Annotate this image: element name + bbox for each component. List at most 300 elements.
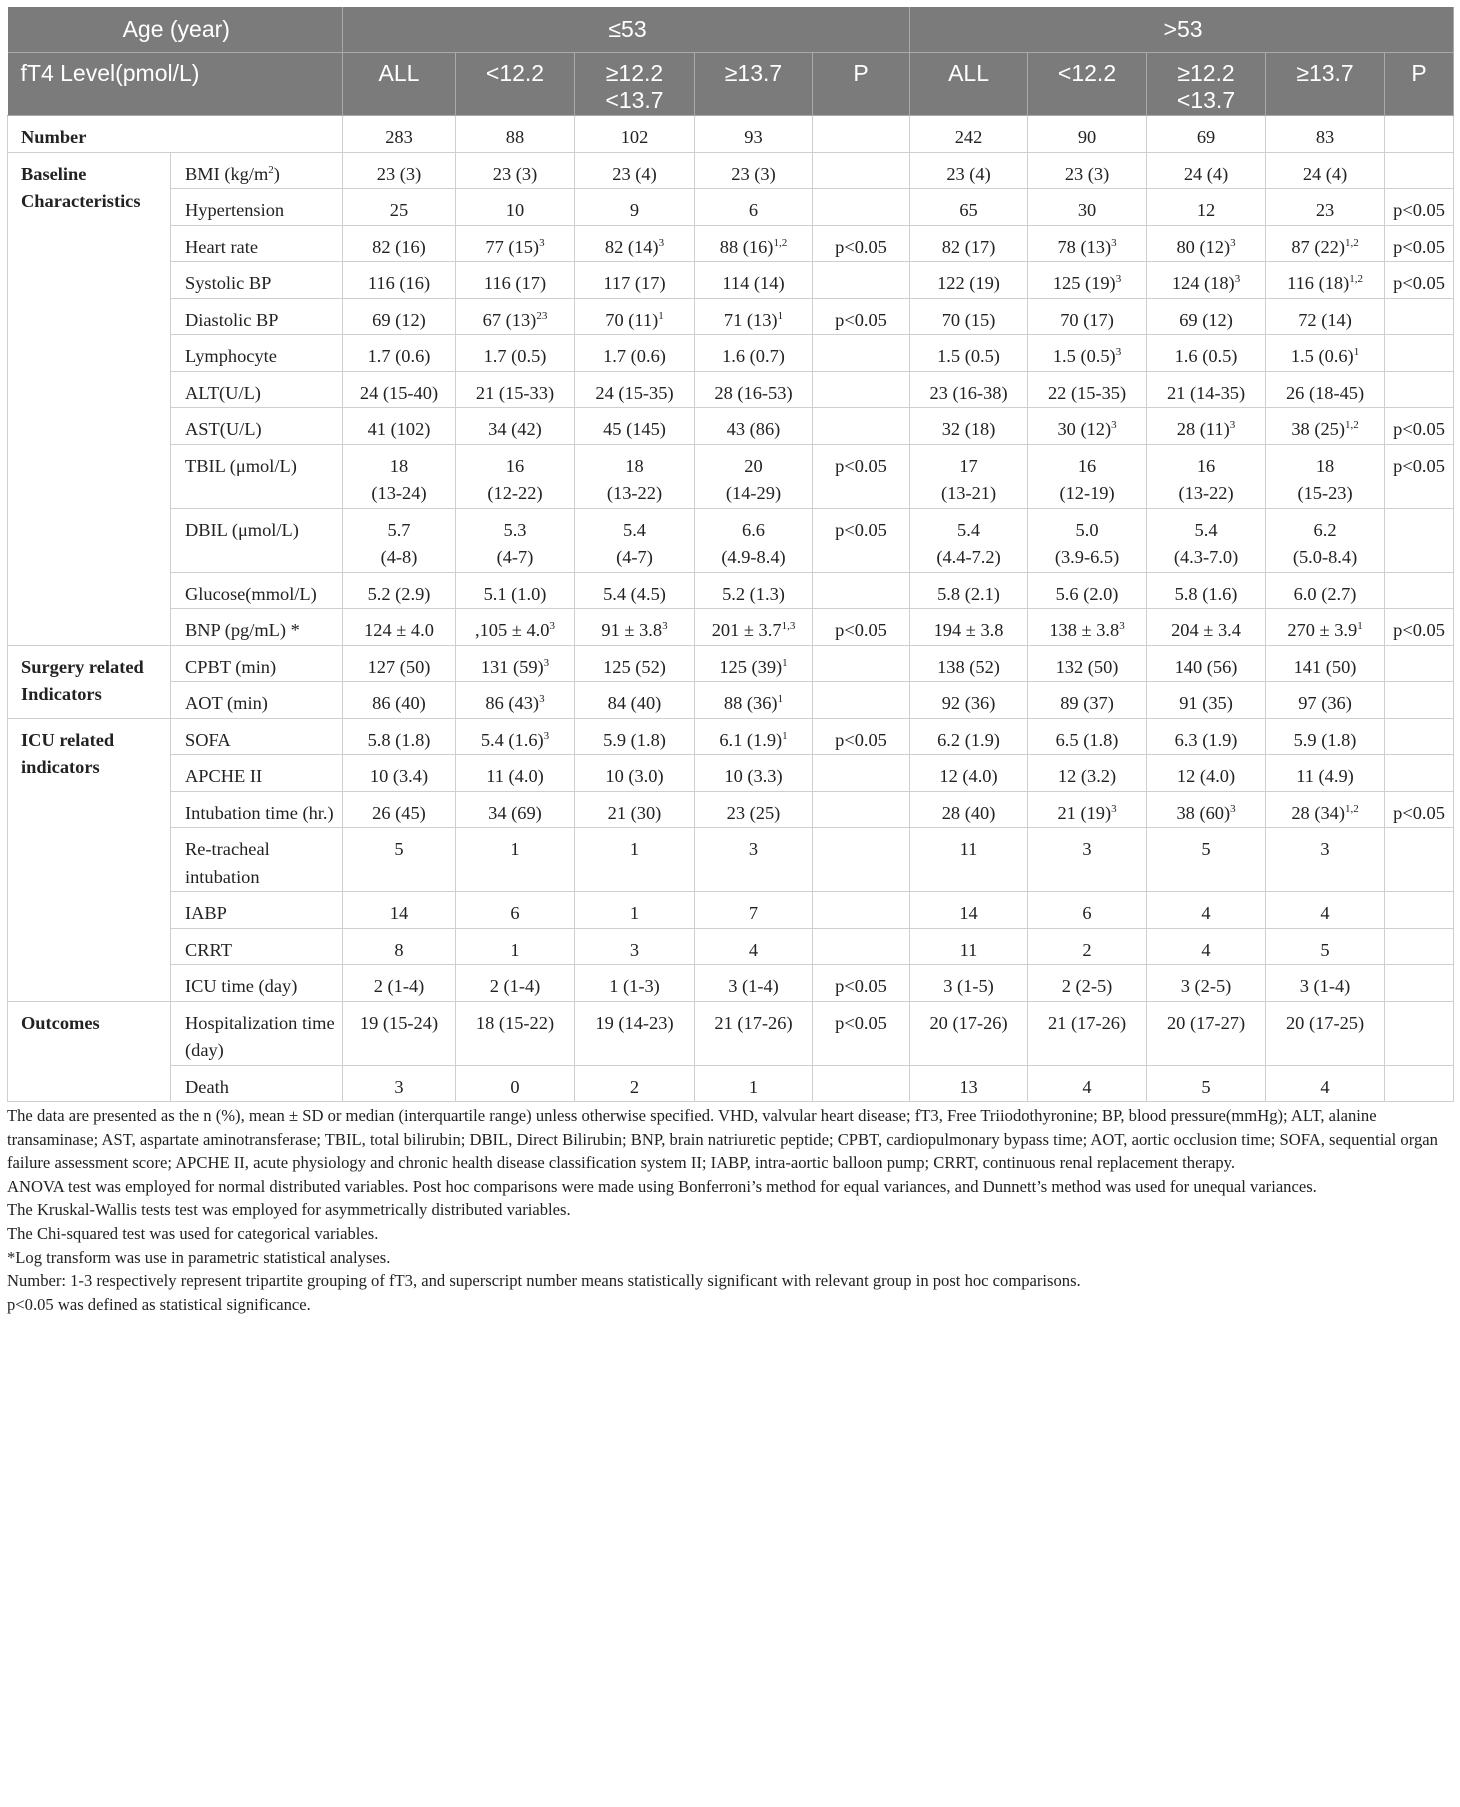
p-value-cell (813, 645, 910, 682)
table-cell: 5.8 (1.8) (343, 718, 456, 755)
p-value-cell (813, 572, 910, 609)
table-cell: 38 $(60)^3$ (1147, 791, 1266, 828)
table-cell: 1.5 $(0.6)^1$ (1266, 335, 1385, 372)
table-row (8, 508, 1454, 572)
variable-label: TBIL (μmol/L) (171, 444, 343, 508)
p-value-cell (813, 682, 910, 719)
variable-label: CPBT (min) (171, 645, 343, 682)
p-value-cell (813, 408, 910, 445)
table-cell: 1.5 $(0.5)^3$ (1028, 335, 1147, 372)
table-row (8, 645, 1454, 682)
table-cell: 5.6 (2.0) (1028, 572, 1147, 609)
table-row (8, 298, 1454, 335)
table-cell (1385, 116, 1454, 153)
table-cell: 1.7 (0.5) (456, 335, 575, 372)
table-cell: 3 (695, 828, 813, 892)
footnote: p<0.05 was defined as statistical significance. (7, 1294, 311, 1314)
header-row-age (8, 7, 1454, 53)
table-cell: 125 (52) (575, 645, 695, 682)
ft4-label: fT4 Level(pmol/L) (8, 53, 343, 116)
p-value-cell: p<0.05 (813, 508, 910, 572)
table-cell: 45 (145) (575, 408, 695, 445)
table-cell: 10 (3.3) (695, 755, 813, 792)
table-row (8, 609, 1454, 646)
group-young-header: ≤53 (343, 7, 910, 53)
table-row (8, 152, 1454, 189)
table-cell: 88 $(16)^{1,2}$ (695, 225, 813, 262)
table-cell: 11 (910, 828, 1028, 892)
variable-label: CRRT (171, 928, 343, 965)
table-cell: 141 (50) (1266, 645, 1385, 682)
table-cell: 5 (1266, 928, 1385, 965)
table-cell: 23 (25) (695, 791, 813, 828)
table-cell: 2 (1-4) (343, 965, 456, 1002)
table-cell: 122 (19) (910, 262, 1028, 299)
p-value-cell (813, 892, 910, 929)
p-value-cell: p<0.05 (1385, 609, 1454, 646)
table-cell: 43 (86) (695, 408, 813, 445)
table-cell: 21 (17-26) (695, 1001, 813, 1065)
table-cell: 5 (343, 828, 456, 892)
table-cell: 102 (575, 116, 695, 153)
table-cell: $201 \pm 3.7^{1,3}$ (695, 609, 813, 646)
footnote: *Log transform was use in parametric statistical analyses. (7, 1247, 391, 1267)
table-row (8, 1001, 1454, 1065)
table-cell: 1.7 (0.6) (343, 335, 456, 372)
table-cell: 71 $(13)^1$ (695, 298, 813, 335)
p-value-cell: p<0.05 (1385, 225, 1454, 262)
table-cell (813, 116, 910, 153)
table-row (8, 444, 1454, 508)
table-row (8, 965, 1454, 1002)
column-header: ≥13.7 (695, 53, 813, 116)
footnote: The Kruskal-Wallis tests test was employed for asymmetrically distributed variables. (7, 1200, 571, 1220)
table-row (8, 225, 1454, 262)
table-cell: 5.4 (4-7) (575, 508, 695, 572)
table-cell: 5.4 (4.5) (575, 572, 695, 609)
p-value-cell (1385, 718, 1454, 755)
table-cell: 2 (1028, 928, 1147, 965)
table-cell: 23 (4) (910, 152, 1028, 189)
table-cell: 9 (575, 189, 695, 226)
table-cell: 127 (50) (343, 645, 456, 682)
p-value-cell (813, 755, 910, 792)
p-value-cell (1385, 508, 1454, 572)
p-value-cell (1385, 682, 1454, 719)
p-value-cell: p<0.05 (1385, 408, 1454, 445)
table-cell: 18 (13-24) (343, 444, 456, 508)
table-cell: 23 (3) (343, 152, 456, 189)
column-header: ALL (343, 53, 456, 116)
table-cell: 6.5 (1.8) (1028, 718, 1147, 755)
p-value-cell: p<0.05 (813, 609, 910, 646)
table-cell: 5.8 (1.6) (1147, 572, 1266, 609)
table-cell: 20 (17-27) (1147, 1001, 1266, 1065)
table-cell: 6 (695, 189, 813, 226)
table-cell: 3 (2-5) (1147, 965, 1266, 1002)
table-cell: 69 (1147, 116, 1266, 153)
p-value-cell: p<0.05 (813, 444, 910, 508)
p-value-cell (1385, 1065, 1454, 1102)
table-cell: 26 (45) (343, 791, 456, 828)
table-cell: 30 $(12)^3$ (1028, 408, 1147, 445)
table-row (8, 828, 1454, 892)
header-row-ft4 (8, 53, 1454, 116)
table-cell: 1 (1-3) (575, 965, 695, 1002)
table-cell: 19 (14-23) (575, 1001, 695, 1065)
footnote: The Chi-squared test was used for categorical variables. (7, 1223, 379, 1243)
table-cell: 97 (36) (1266, 682, 1385, 719)
p-value-cell: p<0.05 (813, 225, 910, 262)
table-cell: 41 (102) (343, 408, 456, 445)
p-value-cell (813, 371, 910, 408)
table-cell: 89 (37) (1028, 682, 1147, 719)
p-value-cell (1385, 152, 1454, 189)
table-cell: 242 (910, 116, 1028, 153)
table-cell: 86 (40) (343, 682, 456, 719)
p-value-cell (1385, 335, 1454, 372)
p-value-cell: p<0.05 (1385, 189, 1454, 226)
table-cell: 83 (1266, 116, 1385, 153)
table-cell: 25 (343, 189, 456, 226)
table-cell: 4 (1266, 1065, 1385, 1102)
column-header: ALL (910, 53, 1028, 116)
table-cell: 70 $(11)^1$ (575, 298, 695, 335)
table-row (8, 335, 1454, 372)
variable-label: BNP (pg/mL) * (171, 609, 343, 646)
table-cell: 5.7 (4-8) (343, 508, 456, 572)
table-cell: 24 (15-40) (343, 371, 456, 408)
table-row (8, 718, 1454, 755)
table-cell: 21 (14-35) (1147, 371, 1266, 408)
table-cell: 69 (12) (1147, 298, 1266, 335)
table-cell: 65 (910, 189, 1028, 226)
table-cell: 78 $(13)^3$ (1028, 225, 1147, 262)
variable-label: Diastolic BP (171, 298, 343, 335)
table-cell: 84 (40) (575, 682, 695, 719)
variable-label: BMI $(kg/m^2)$ (171, 152, 343, 189)
table-cell: 124 ± 4.0 (343, 609, 456, 646)
table-cell: 6.2 (5.0-8.4) (1266, 508, 1385, 572)
table-cell: 3 (575, 928, 695, 965)
p-value-cell (813, 791, 910, 828)
table-cell: 90 (1028, 116, 1147, 153)
table-cell: 125 $(19)^3$ (1028, 262, 1147, 299)
p-value-cell (1385, 892, 1454, 929)
variable-label: Re-tracheal intubation (171, 828, 343, 892)
column-header: ≥12.2 <13.7 (1147, 53, 1266, 116)
table-cell: 204 ± 3.4 (1147, 609, 1266, 646)
table-cell: $138 \pm 3.8^3$ (1028, 609, 1147, 646)
table-cell: 6.2 (1.9) (910, 718, 1028, 755)
table-cell: 283 (343, 116, 456, 153)
table-cell: 1.5 (0.5) (910, 335, 1028, 372)
table-cell: 13 (910, 1065, 1028, 1102)
table-cell: 6.6 (4.9-8.4) (695, 508, 813, 572)
p-value-cell (813, 1065, 910, 1102)
table-cell: 6 (456, 892, 575, 929)
table-cell: 5 (1147, 828, 1266, 892)
table-cell: 4 (1147, 928, 1266, 965)
table-cell: 4 (1147, 892, 1266, 929)
variable-label: Glucose(mmol/L) (171, 572, 343, 609)
table-cell: 28 (16-53) (695, 371, 813, 408)
table-cell: 91 (35) (1147, 682, 1266, 719)
table-cell: 28 $(11)^3$ (1147, 408, 1266, 445)
table-cell: 124 $(18)^3$ (1147, 262, 1266, 299)
table-cell: 1.6 (0.5) (1147, 335, 1266, 372)
table-cell: 5.9 (1.8) (575, 718, 695, 755)
table-cell: 20 (14-29) (695, 444, 813, 508)
variable-label: AOT (min) (171, 682, 343, 719)
p-value-cell (813, 828, 910, 892)
table-cell: 4 (1028, 1065, 1147, 1102)
table-cell: 3 (1-4) (1266, 965, 1385, 1002)
table-cell: 11 (4.0) (456, 755, 575, 792)
table-cell: 5.4 $(1.6)^3$ (456, 718, 575, 755)
column-header: <12.2 (456, 53, 575, 116)
table-row (8, 371, 1454, 408)
section-category: Surgery related Indicators (8, 645, 171, 718)
table-cell: 12 (4.0) (1147, 755, 1266, 792)
table-cell: 6.1 $(1.9)^1$ (695, 718, 813, 755)
table-cell: 3 (1266, 828, 1385, 892)
table-cell: 3 (1-5) (910, 965, 1028, 1002)
table-cell: 82 $(14)^3$ (575, 225, 695, 262)
table-cell: 88 $(36)^1$ (695, 682, 813, 719)
table-cell: 10 (3.4) (343, 755, 456, 792)
variable-label: Intubation time (hr.) (171, 791, 343, 828)
section-category: ICU related indicators (8, 718, 171, 1001)
table-cell: 131 $(59)^3$ (456, 645, 575, 682)
table-cell: 116 (16) (343, 262, 456, 299)
p-value-cell: p<0.05 (1385, 791, 1454, 828)
table-cell: 11 (4.9) (1266, 755, 1385, 792)
column-header: P (813, 53, 910, 116)
table-cell: 3 (343, 1065, 456, 1102)
p-value-cell: p<0.05 (813, 718, 910, 755)
table-cell: 18 (13-22) (575, 444, 695, 508)
variable-label: Lymphocyte (171, 335, 343, 372)
table-cell: 14 (910, 892, 1028, 929)
table-cell: 6.0 (2.7) (1266, 572, 1385, 609)
variable-label: ALT(U/L) (171, 371, 343, 408)
table-cell: 1 (456, 828, 575, 892)
table-cell: 7 (695, 892, 813, 929)
table-cell: 5.2 (2.9) (343, 572, 456, 609)
column-header: <12.2 (1028, 53, 1147, 116)
section-category: Outcomes (8, 1001, 171, 1102)
table-cell: 17 (13-21) (910, 444, 1028, 508)
table-cell: 24 (4) (1147, 152, 1266, 189)
table-cell: 86 $(43)^3$ (456, 682, 575, 719)
table-cell: 1 (695, 1065, 813, 1102)
column-header: ≥13.7 (1266, 53, 1385, 116)
table-cell: 3 (1028, 828, 1147, 892)
table-row-number (8, 116, 1454, 153)
table-row (8, 682, 1454, 719)
table-cell: 88 (456, 116, 575, 153)
table-cell: 12 (4.0) (910, 755, 1028, 792)
table-cell: 23 (3) (695, 152, 813, 189)
table-cell: 38 $(25)^{1,2}$ (1266, 408, 1385, 445)
table-cell: 11 (910, 928, 1028, 965)
variable-label: IABP (171, 892, 343, 929)
table-body (8, 116, 1454, 1102)
table-cell: 32 (18) (910, 408, 1028, 445)
table-cell: 21 $(19)^3$ (1028, 791, 1147, 828)
footnote: Number: 1-3 respectively represent tripartite grouping of fT3, and superscript number means statistically significant with relevant group in post hoc comparisons. (7, 1271, 1081, 1291)
table-cell: 16 (12-19) (1028, 444, 1147, 508)
table-cell: 21 (17-26) (1028, 1001, 1147, 1065)
table-cell: 0 (456, 1065, 575, 1102)
p-value-cell (1385, 298, 1454, 335)
table-cell: 21 (15-33) (456, 371, 575, 408)
table-cell: 69 (12) (343, 298, 456, 335)
table-row (8, 1065, 1454, 1102)
variable-label: Death (171, 1065, 343, 1102)
table-cell: 125 $(39)^1$ (695, 645, 813, 682)
table-cell: 23 (3) (456, 152, 575, 189)
table-cell: 16 (13-22) (1147, 444, 1266, 508)
table-cell: 80 $(12)^3$ (1147, 225, 1266, 262)
variable-label: DBIL (μmol/L) (171, 508, 343, 572)
variable-label: APCHE II (171, 755, 343, 792)
table-cell: 1 (575, 892, 695, 929)
table-cell: 116 (17) (456, 262, 575, 299)
column-header: ≥12.2 <13.7 (575, 53, 695, 116)
table-cell: 6.3 (1.9) (1147, 718, 1266, 755)
p-value-cell (1385, 371, 1454, 408)
table-cell: 18 (15-22) (456, 1001, 575, 1065)
table-cell: 6 (1028, 892, 1147, 929)
table-cell: 12 (1147, 189, 1266, 226)
table-cell: 138 (52) (910, 645, 1028, 682)
table-cell: 28 $(34)^{1,2}$ (1266, 791, 1385, 828)
table-cell: 4 (1266, 892, 1385, 929)
table-cell: 20 (17-25) (1266, 1001, 1385, 1065)
table-cell: 2 (2-5) (1028, 965, 1147, 1002)
table-cell: 5.2 (1.3) (695, 572, 813, 609)
table-cell: 24 (15-35) (575, 371, 695, 408)
table-cell: 114 (14) (695, 262, 813, 299)
table-cell: 5.1 (1.0) (456, 572, 575, 609)
p-value-cell: p<0.05 (813, 1001, 910, 1065)
table-cell: 34 (69) (456, 791, 575, 828)
table-footnotes (7, 1104, 1453, 1316)
table-cell: 23 (16-38) (910, 371, 1028, 408)
table-cell: 67 $(13)^{23}$ (456, 298, 575, 335)
table-cell: 82 (17) (910, 225, 1028, 262)
table-cell: 16 (12-22) (456, 444, 575, 508)
table-cell: 117 (17) (575, 262, 695, 299)
p-value-cell (813, 189, 910, 226)
table-cell: 140 (56) (1147, 645, 1266, 682)
table-cell: 1 (456, 928, 575, 965)
p-value-cell (1385, 928, 1454, 965)
table-cell: 26 (18-45) (1266, 371, 1385, 408)
row-label: Number (8, 116, 343, 153)
table-row (8, 408, 1454, 445)
variable-label: Hospitalization time (day) (171, 1001, 343, 1065)
table-row (8, 755, 1454, 792)
table-cell: 23 (1266, 189, 1385, 226)
p-value-cell (1385, 965, 1454, 1002)
table-row (8, 928, 1454, 965)
p-value-cell: p<0.05 (1385, 262, 1454, 299)
table-cell: 70 (17) (1028, 298, 1147, 335)
p-value-cell (813, 928, 910, 965)
table-cell: 4 (695, 928, 813, 965)
table-cell: 5.4 (4.3-7.0) (1147, 508, 1266, 572)
table-cell: 18 (15-23) (1266, 444, 1385, 508)
table-cell: 10 (3.0) (575, 755, 695, 792)
table-cell: 5.0 (3.9-6.5) (1028, 508, 1147, 572)
table-cell: 23 (4) (575, 152, 695, 189)
data-table (7, 7, 1454, 1102)
p-value-cell (1385, 572, 1454, 609)
table-cell: 3 (1-4) (695, 965, 813, 1002)
table-cell: 10 (456, 189, 575, 226)
p-value-cell: p<0.05 (813, 965, 910, 1002)
variable-label: AST(U/L) (171, 408, 343, 445)
table-container (7, 7, 1453, 1316)
table-cell: 82 (16) (343, 225, 456, 262)
table-cell: 14 (343, 892, 456, 929)
table-cell: 77 $(15)^3$ (456, 225, 575, 262)
table-cell: 1.6 (0.7) (695, 335, 813, 372)
table-cell: 21 (30) (575, 791, 695, 828)
table-cell: 8 (343, 928, 456, 965)
table-cell: 87 $(22)^{1,2}$ (1266, 225, 1385, 262)
table-cell: 92 (36) (910, 682, 1028, 719)
table-cell: 20 (17-26) (910, 1001, 1028, 1065)
variable-label: ICU time (day) (171, 965, 343, 1002)
group-old-header: >53 (910, 7, 1454, 53)
table-cell: 1.7 (0.6) (575, 335, 695, 372)
table-cell: 70 (15) (910, 298, 1028, 335)
table-cell: 132 (50) (1028, 645, 1147, 682)
footnote: The data are presented as the n (%), mean ± SD or median (interquartile range) unless otherwise specified. VHD, valvular heart disease; fT3, Free Triiodothyronine; BP, blood pressure(mmHg); ALT, alanine transaminase; AST, aspartate aminotransferase; TBIL, total bilirubin; DBIL, Direct Bilirubin; BNP, brain natriuretic peptide; CPBT, cardiopulmonary bypass time; AOT, aortic occlusion time; SOFA, sequential organ failure assessment score; APCHE II, acute physiology and chronic health disease classification system II; IABP, intra-aortic balloon pump; CRRT, continuous renal replacement therapy. (7, 1106, 1438, 1173)
table-cell: 5 (1147, 1065, 1266, 1102)
age-label: Age (year) (8, 7, 343, 53)
table-cell: 5.4 (4.4-7.2) (910, 508, 1028, 572)
footnote: ANOVA test was employed for normal distributed variables. Post hoc comparisons were made using Bonferroni’s method for equal variances, and Dunnett’s method was used for unequal variances. (7, 1176, 1317, 1196)
table-cell: $270 \pm 3.9^1$ (1266, 609, 1385, 646)
p-value-cell: p<0.05 (1385, 444, 1454, 508)
table-cell: 93 (695, 116, 813, 153)
p-value-cell (1385, 755, 1454, 792)
variable-label: Heart rate (171, 225, 343, 262)
table-cell: 116 $(18)^{1,2}$ (1266, 262, 1385, 299)
variable-label: Systolic BP (171, 262, 343, 299)
table-cell: 22 (15-35) (1028, 371, 1147, 408)
table-row (8, 791, 1454, 828)
table-cell: $,105 \pm 4.0^3$ (456, 609, 575, 646)
p-value-cell (813, 152, 910, 189)
table-row (8, 892, 1454, 929)
table-cell: 34 (42) (456, 408, 575, 445)
table-cell: 5.3 (4-7) (456, 508, 575, 572)
table-cell: 2 (1-4) (456, 965, 575, 1002)
p-value-cell (1385, 1001, 1454, 1065)
table-cell: 23 (3) (1028, 152, 1147, 189)
table-cell: 194 ± 3.8 (910, 609, 1028, 646)
table-cell: 28 (40) (910, 791, 1028, 828)
table-cell: 2 (575, 1065, 695, 1102)
section-category: Baseline Characteristics (8, 152, 171, 645)
table-cell: 12 (3.2) (1028, 755, 1147, 792)
